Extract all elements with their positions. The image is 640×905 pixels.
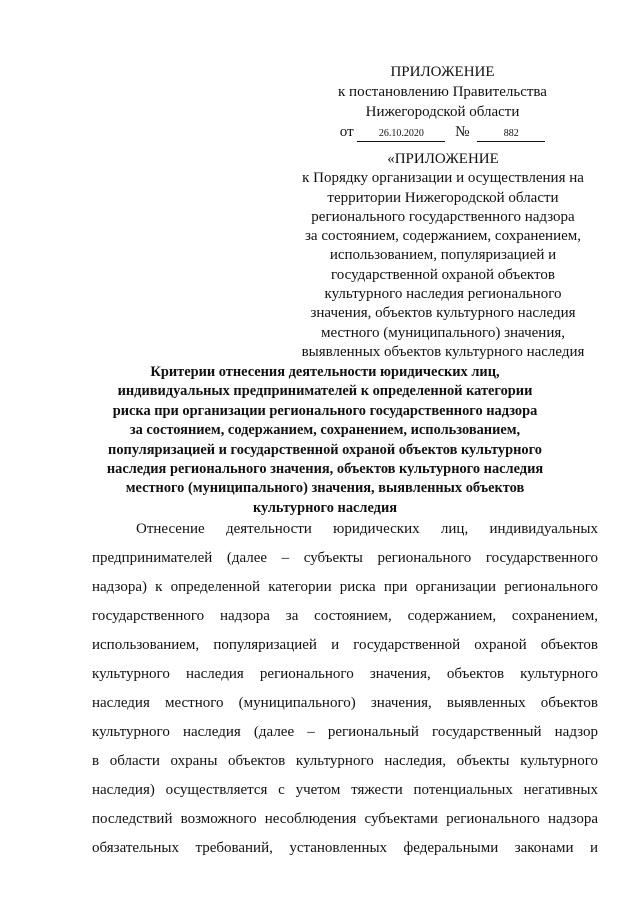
body-line: государственного надзора за состоянием, содержанием, сохранением, xyxy=(92,608,598,624)
title-line: культурного наследия xyxy=(252,499,398,516)
body-line: обязательных требований, установленных федеральными законами и xyxy=(92,840,598,856)
procedure-line: государственной охраной объектов xyxy=(331,266,555,283)
body-line: Отнесение деятельности юридических лиц, индивидуальных xyxy=(136,521,598,537)
procedure-line: территории Нижегородской области xyxy=(327,189,559,206)
body-line: культурного наследия регионального значения, объектов культурного xyxy=(92,666,598,682)
procedure-line: за состоянием, содержанием, сохранением, xyxy=(304,228,582,245)
procedure-line: регионального государственного надзора xyxy=(311,208,575,225)
body-line: предпринимателей (далее – субъекты регионального государственного xyxy=(92,550,598,566)
appendix-line-2: Нижегородской области xyxy=(365,104,520,120)
decree-line xyxy=(300,122,585,142)
decree-number: 882 xyxy=(477,127,545,142)
title-line: наследия регионального значения, объектов культурного наследия xyxy=(106,461,544,478)
procedure-line: использованием, популяризацией и xyxy=(329,247,557,264)
title-line: индивидуальных предпринимателей к определенной категории xyxy=(117,383,533,400)
decree-prefix: от xyxy=(339,124,354,140)
body-line: надзора) к определенной категории риска при организации регионального xyxy=(92,579,598,595)
appendix-line-1: к постановлению Правительства xyxy=(338,84,547,100)
procedure-line: культурного наследия регионального xyxy=(324,286,562,303)
body-line: наследия) осуществляется с учетом тяжести потенциальных негативных xyxy=(92,782,598,798)
title-line: популяризацией и государственной охраной объектов культурного xyxy=(108,441,542,458)
appendix-title: ПРИЛОЖЕНИЕ xyxy=(390,64,495,80)
title-line: риска при организации регионального государственного надзора xyxy=(112,402,538,419)
procedure-line: местного (муниципального) значения, xyxy=(321,324,565,341)
document-title xyxy=(60,363,590,518)
body-line: в области охраны объектов культурного наследия, объекты культурного xyxy=(92,753,598,769)
number-sign: № xyxy=(455,124,470,140)
title-line: местного (муниципального) значения, выявленных объектов xyxy=(125,480,525,497)
title-line: Критерии отнесения деятельности юридических лиц, xyxy=(150,364,500,380)
body-line: наследия местного (муниципального) значения, выявленных объектов xyxy=(92,695,598,711)
procedure-appendix-block xyxy=(288,150,598,362)
decree-date: 26.10.2020 xyxy=(357,127,445,142)
body-paragraph xyxy=(92,515,598,863)
appendix-header xyxy=(300,62,585,142)
body-line: использованием, популяризацией и государственной охраной объектов xyxy=(92,637,598,653)
body-line: культурного наследия (далее – региональный государственный надзор xyxy=(92,724,598,740)
procedure-line: выявленных объектов культурного наследия xyxy=(301,343,585,360)
procedure-line: к Порядку организации и осуществления на xyxy=(302,170,584,187)
title-line: за состоянием, содержанием, сохранением, использованием, xyxy=(129,422,521,439)
procedure-line: «ПРИЛОЖЕНИЕ xyxy=(387,151,499,167)
procedure-line: значения, объектов культурного наследия xyxy=(310,305,576,322)
body-line: последствий возможного несоблюдения субъектами регионального надзора xyxy=(92,811,598,827)
